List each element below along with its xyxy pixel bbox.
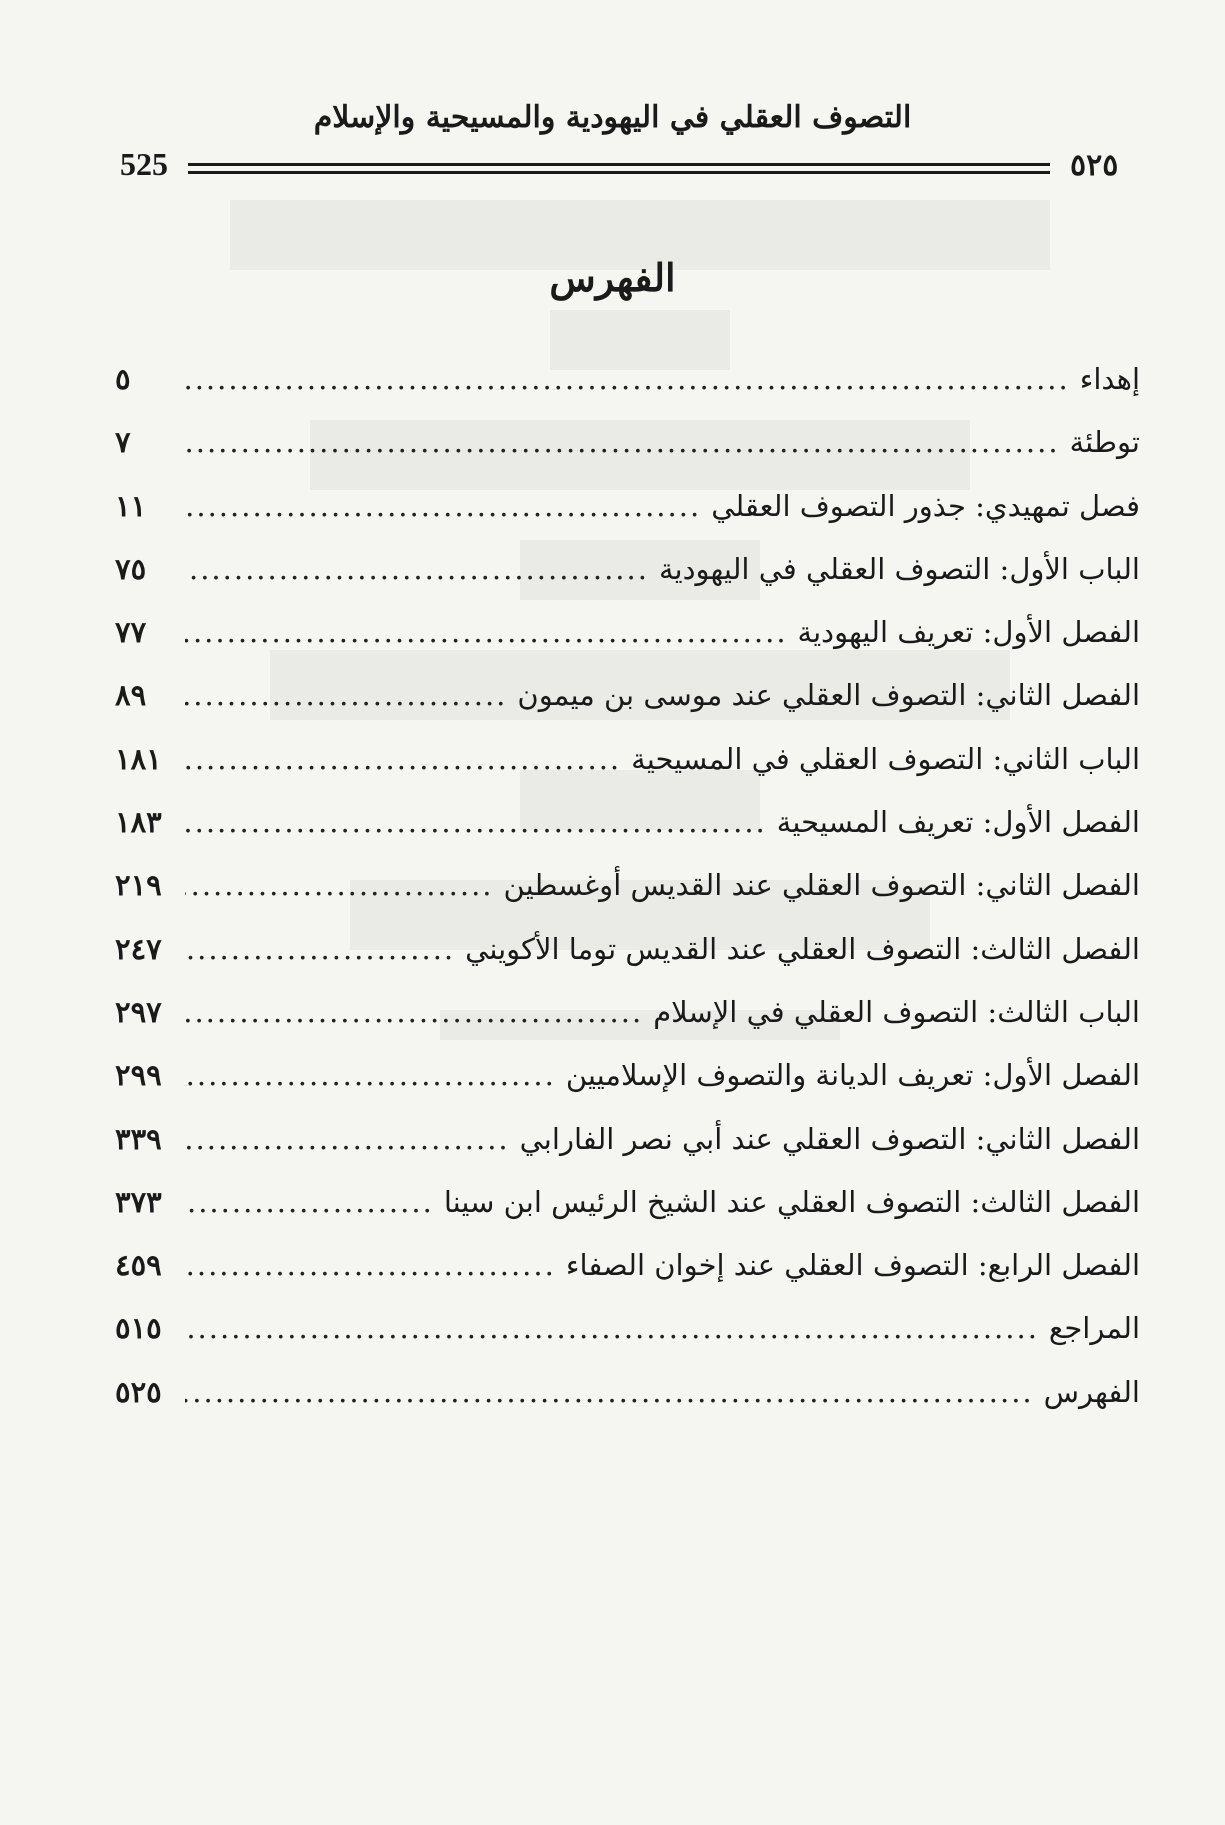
toc-entry-page: ٥١٥	[115, 1311, 162, 1346]
toc-leader-dots	[185, 1122, 510, 1156]
toc-entry	[115, 805, 1140, 868]
toc-entry-page: ٧	[115, 425, 131, 460]
toc-entry	[115, 678, 1140, 741]
toc-entry	[115, 362, 1140, 425]
toc-entry-label: الباب الثاني: التصوف العقلي في المسيحية	[631, 741, 1140, 776]
toc-entry	[115, 742, 1140, 805]
toc-entry-page: ٥	[115, 362, 131, 396]
toc-entry-label: الفصل الرابع: التصوف العقلي عند إخوان الصفاء	[565, 1248, 1140, 1283]
toc-entry-page: ٢٩٧	[115, 994, 162, 1029]
toc-entry	[115, 1248, 1140, 1311]
toc-entry-page: ٢٩٩	[115, 1058, 162, 1093]
toc-entry	[115, 1185, 1140, 1248]
toc-leader-dots	[185, 932, 455, 966]
toc-entry-label: الفصل الثالث: التصوف العقلي عند القديس توما الأكويني	[465, 931, 1140, 966]
toc-entry	[115, 1311, 1140, 1374]
toc-entry-label: الفصل الثاني: التصوف العقلي عند موسى بن ميمون	[517, 678, 1140, 713]
toc-entry-page: ٨٩	[115, 678, 147, 713]
toc-leader-dots	[185, 1185, 434, 1219]
toc-leader-dots	[185, 1375, 1034, 1409]
toc-entry-label: الباب الثالث: التصوف العقلي في الإسلام	[653, 994, 1140, 1029]
toc-entry	[115, 615, 1140, 678]
running-header-title: التصوف العقلي في اليهودية والمسيحية والإسلام	[313, 100, 912, 135]
toc-entry-page: ١١	[115, 488, 147, 523]
page-number-arabic: ٥٢٥	[1070, 148, 1119, 183]
table-of-contents	[115, 362, 1140, 1438]
toc-entry-page: ٣٣٩	[115, 1121, 162, 1156]
toc-entry	[115, 932, 1140, 995]
toc-entry-label: الفصل الأول: تعريف المسيحية	[776, 805, 1140, 840]
toc-leader-dots	[185, 489, 701, 523]
toc-entry-page: ٢١٩	[115, 868, 162, 903]
toc-entry-page: ٢٤٧	[115, 931, 162, 966]
toc-entry-label: الفصل الثاني: التصوف العقلي عند أبي نصر الفارابي	[519, 1121, 1140, 1156]
toc-leader-dots	[185, 1058, 556, 1092]
toc-leader-dots	[185, 552, 649, 586]
toc-entry-label: المراجع	[1048, 1311, 1140, 1346]
toc-entry	[115, 425, 1140, 488]
toc-entry	[115, 552, 1140, 615]
page-number-latin: 525	[120, 146, 168, 182]
toc-heading: الفهرس	[549, 255, 676, 300]
toc-entry-page: ٧٥	[115, 551, 147, 586]
toc-entry-page: ١٨١	[115, 741, 162, 776]
toc-leader-dots	[185, 425, 1060, 459]
toc-entry-label: الفصل الثالث: التصوف العقلي عند الشيخ الرئيس ابن سينا	[443, 1184, 1140, 1219]
toc-leader-dots	[185, 362, 1070, 396]
toc-entry-label: الفصل الأول: تعريف الديانة والتصوف الإسلاميين	[565, 1058, 1140, 1093]
toc-leader-dots	[185, 1248, 556, 1282]
toc-entry-label: الفصل الأول: تعريف اليهودية	[797, 615, 1140, 650]
toc-entry-page: ٤٥٩	[115, 1248, 162, 1283]
toc-entry	[115, 1122, 1140, 1185]
toc-leader-dots	[185, 678, 507, 712]
toc-entry-label: فصل تمهيدي: جذور التصوف العقلي	[711, 488, 1140, 523]
toc-entry-label: الفهرس	[1043, 1374, 1140, 1409]
toc-entry-label: الفصل الثاني: التصوف العقلي عند القديس أوغسطين	[503, 868, 1140, 903]
toc-leader-dots	[185, 742, 621, 776]
toc-leader-dots	[185, 615, 788, 649]
toc-entry-label: إهداء	[1079, 362, 1140, 396]
toc-entry-page: ١٨٣	[115, 805, 162, 840]
toc-leader-dots	[185, 1311, 1039, 1345]
toc-leader-dots	[185, 995, 643, 1029]
toc-entry	[115, 1375, 1140, 1438]
toc-entry	[115, 995, 1140, 1058]
toc-leader-dots	[185, 805, 767, 839]
toc-entry	[115, 868, 1140, 931]
header-double-rule	[188, 163, 1050, 174]
toc-entry-label: الباب الأول: التصوف العقلي في اليهودية	[658, 551, 1140, 586]
toc-entry	[115, 1058, 1140, 1121]
toc-entry-label: توطئة	[1069, 425, 1140, 460]
toc-entry-page: ٧٧	[115, 615, 147, 650]
toc-entry-page: ٣٧٣	[115, 1184, 162, 1219]
toc-entry-page: ٥٢٥	[115, 1374, 162, 1409]
toc-leader-dots	[185, 868, 494, 902]
toc-entry	[115, 489, 1140, 552]
